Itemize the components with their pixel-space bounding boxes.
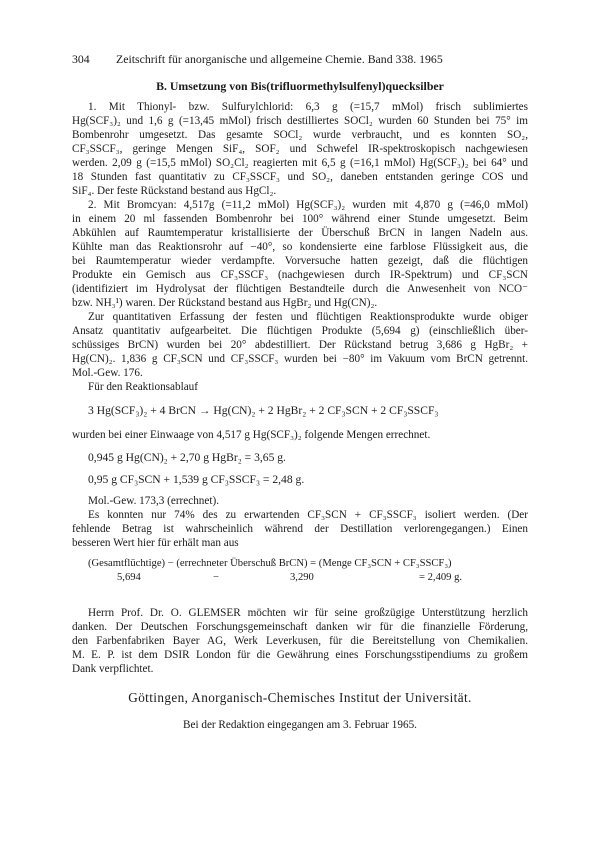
balance-value: − <box>213 572 219 583</box>
paragraph-line: Hg(SCF₃)₂ und 1,6 g (=13,45 mMol) frisch destilliertes SOCl₂ wurden 60 Stunden bei 75° im <box>72 115 528 127</box>
acknowledgment-line: Dank verpflichtet. <box>72 663 154 675</box>
paragraph-line: Ansatz quantitativ aufgearbeitet. Die flüchtigen Produkte (5,694 g) (einschließlich über- <box>72 325 528 337</box>
paragraph-line: fehlende Betrag ist wahrscheinlich während der Destillation verlorengegangen.) Einen <box>72 523 528 535</box>
paragraph-line: wurden bei einer Einwaage von 4,517 g Hg(SCF₃)₂ folgende Mengen errechnet. <box>72 429 431 441</box>
paragraph-line: Bombenrohr umgesetzt. Das gesamte SOCl₂ wurde verbraucht, und es konnten SO₂, <box>72 129 528 141</box>
running-title: Zeitschrift für anorganische und allgemeine Chemie. Band 338. 1965 <box>116 52 443 66</box>
balance-value: 5,694 <box>117 572 141 583</box>
paragraph-line: schüssiges BrCN) wurden bei 20° abdestilliert. Der Rückstand betrug 3,686 g HgBr₂ + <box>72 339 528 351</box>
paragraph-line: (identifiziert im Hydrolysat der flüchtigen Bestandteile durch die Anwesenheit von NCO⁻ <box>72 283 528 295</box>
calculation-line: 0,95 g CF₃SCN + 1,539 g CF₃SSCF₃ = 2,48 g. <box>88 473 305 486</box>
paragraph-line: 1. Mit Thionyl- bzw. Sulfurylchlorid: 6,3 g (=15,7 mMol) frisch sublimiertes <box>88 101 528 113</box>
paragraph-line: CF₃SSCF₃, geringe Mengen SiF₄, SOF₂ und Schwefel IR-spektroskopisch nachgewiesen <box>72 143 528 155</box>
received-date: Bei der Redaktion eingegangen am 3. Februar 1965. <box>183 719 417 731</box>
paragraph-line: Zur quantitativen Erfassung der festen und flüchtigen Reaktionsprodukte wurde obiger <box>88 311 528 323</box>
paragraph-line: 2. Mit Bromcyan: 4,517g (=11,2 mMol) Hg(SCF₃)₂ wurden mit 4,870 g (=46,0 mMol) <box>88 199 528 211</box>
paragraph-line: Produkte ein Gemisch aus CF₃SSCF₃ (nachgewiesen durch IR-Spektrum) und CF₃SCN <box>72 269 528 281</box>
paragraph-line: bei Raumtemperatur wieder verdampfte. Vorversuche hatten gezeigt, daß die flüchtigen <box>72 255 528 267</box>
section-title: B. Umsetzung von Bis(trifluormethylsulfenyl)quecksilber <box>156 79 444 93</box>
paragraph-line: besseren Wert hier für erhält man aus <box>72 537 239 549</box>
acknowledgment-line: den Farbenfabriken Bayer AG, Werk Leverkusen, für die Bereitstellung von Chemikalien. <box>72 635 528 647</box>
balance-value: = 2,409 g. <box>419 572 463 583</box>
calculation-line: 0,945 g Hg(CN)₂ + 2,70 g HgBr₂ = 3,65 g. <box>88 451 286 464</box>
paragraph-line: Mol.-Gew. 176. <box>72 367 143 379</box>
balance-value: 3,290 <box>290 572 314 583</box>
acknowledgment-line: danken. Der Deutschen Forschungsgemeinschaft danken wir für die finanzielle Förderung, <box>72 621 528 633</box>
affiliation: Göttingen, Anorganisch-Chemisches Institut der Universität. <box>128 690 472 705</box>
balance-equation: (Gesamtflüchtige) − (errechneter Überschuß BrCN) = (Menge CF₃SCN + CF₃SSCF₃) <box>88 558 452 569</box>
paragraph-line: Abkühlen auf Raumtemperatur kristallisierte der Überschuß BrCN in langen Nadeln aus. <box>72 227 528 239</box>
paragraph-line: in einem 20 ml fassenden Bombenrohr bei 100° während einer Stunde umgesetzt. Beim <box>72 213 528 225</box>
paragraph-line: bzw. NH₃¹) waren. Der Rückstand bestand aus HgBr₂ und Hg(CN)₂. <box>72 297 378 309</box>
paragraph-line: Es konnten nur 74% des zu erwartenden CF₃SCN + CF₃SSCF₃ isoliert werden. (Der <box>88 509 528 521</box>
acknowledgment-line: M. E. P. ist dem DSIR London für die Gewährung eines Forschungsstipendiums zu großem <box>72 649 528 661</box>
paragraph-line: Kühlte man das Reaktionsrohr auf −40°, so kondensierte eine farblose Flüssigkeit aus, die <box>72 241 528 253</box>
paragraph-line: Für den Reaktionsablauf <box>88 381 198 393</box>
page-number: 304 <box>72 52 90 66</box>
paragraph-line: werden. 2,09 g (=15,5 mMol) SO₂Cl₂ reagierten mit 6,5 g (=16,1 mMol) Hg(SCF₃)₂ bei 64° und <box>72 157 528 169</box>
reaction-equation: 3 Hg(SCF₃)₂ + 4 BrCN → Hg(CN)₂ + 2 HgBr₂ + 2 CF₃SCN + 2 CF₃SSCF₃ <box>88 404 439 417</box>
paragraph-line: 18 Stunden fast quantitativ zu CF₃SSCF₃ und SO₂, daneben entstanden geringe COS und <box>72 171 528 183</box>
paragraph-line: Hg(CN)₂. 1,836 g CF₃SCN und CF₃SSCF₃ wurden bei −80° im Vakuum vom BrCN getrennt. <box>72 353 528 365</box>
paragraph-line: SiF₄. Der feste Rückstand bestand aus HgCl₂. <box>72 185 277 197</box>
molecular-weight: Mol.-Gew. 173,3 (errechnet). <box>88 495 219 507</box>
acknowledgment-line: Herrn Prof. Dr. O. GLEMSER möchten wir für seine großzügige Unterstützung herzlich <box>88 607 528 619</box>
